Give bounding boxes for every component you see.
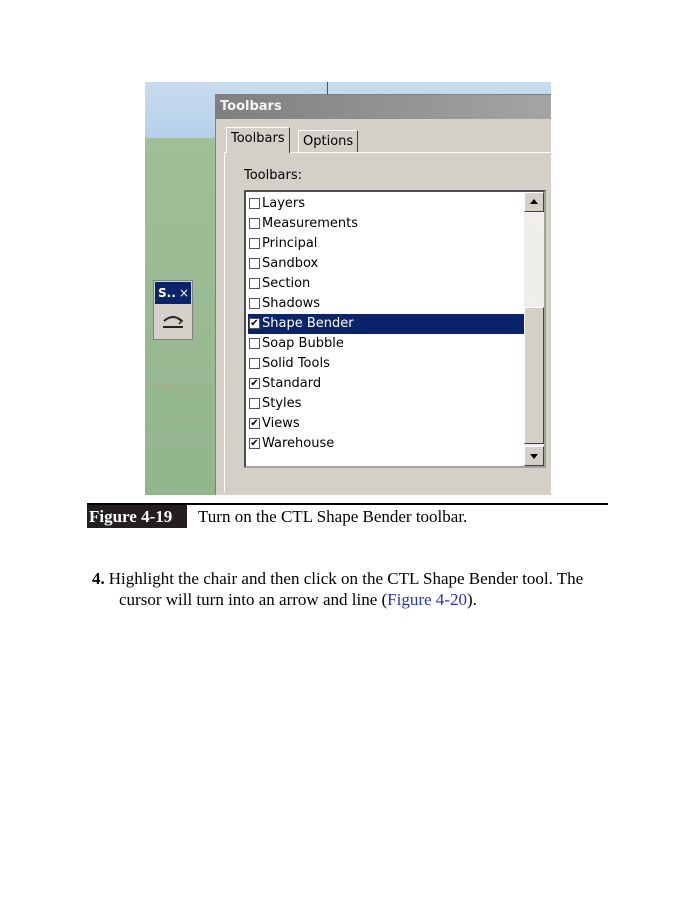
list-item-label: Section — [262, 276, 311, 291]
checkbox[interactable] — [249, 398, 260, 409]
toolbars-listbox[interactable] — [244, 190, 546, 468]
vertical-scrollbar[interactable] — [524, 192, 544, 466]
arrow-up-icon — [530, 199, 538, 204]
scroll-up-button[interactable] — [524, 192, 544, 212]
floating-toolbar-title-text: S.. — [158, 286, 176, 300]
toolbars-list-label: Toolbars: — [244, 168, 302, 183]
list-item-standard[interactable] — [248, 374, 526, 394]
shape-bender-tool-icon[interactable] — [158, 309, 188, 335]
figure-link[interactable]: Figure 4-20 — [387, 590, 467, 609]
list-item-sandbox[interactable] — [248, 254, 526, 274]
list-item-label: Shape Bender — [262, 316, 354, 331]
list-item-label: Standard — [262, 376, 322, 391]
list-item-label: Warehouse — [262, 436, 335, 451]
list-item-warehouse[interactable] — [248, 434, 526, 454]
list-item-label: Layers — [262, 196, 306, 211]
toolbars-dialog — [215, 94, 551, 495]
dialog-title[interactable]: Toolbars — [216, 95, 551, 119]
list-item-label: Shadows — [262, 296, 321, 311]
list-item-views[interactable] — [248, 414, 526, 434]
scroll-down-button[interactable] — [524, 446, 544, 466]
list-item-label: Styles — [262, 396, 302, 411]
shape-bender-floating-toolbar[interactable] — [153, 280, 193, 340]
checkbox[interactable] — [249, 358, 260, 369]
close-icon[interactable]: × — [178, 286, 189, 300]
checkbox[interactable]: ✔ — [250, 418, 259, 429]
step-line-2 — [92, 589, 612, 610]
step-line-2-suffix: ). — [466, 590, 477, 609]
tab-options[interactable]: Options — [298, 130, 358, 152]
checkbox[interactable] — [249, 278, 260, 289]
checkbox[interactable] — [249, 198, 260, 209]
checkbox[interactable]: ✔ — [250, 318, 259, 329]
tab-toolbars[interactable]: Toolbars — [226, 127, 290, 153]
list-item-label: Views — [262, 416, 300, 431]
step-number: 4. — [92, 569, 105, 588]
figure-label: Figure 4-19 — [87, 505, 187, 528]
list-item-label: Sandbox — [262, 256, 319, 271]
list-item-shadows[interactable] — [248, 294, 526, 314]
checkbox[interactable]: ✔ — [250, 438, 259, 449]
list-item-styles[interactable] — [248, 394, 526, 414]
toolbars-screenshot — [145, 82, 551, 495]
checkbox[interactable] — [249, 258, 260, 269]
step-paragraph — [92, 568, 612, 610]
step-line-1: Highlight the chair and then click on the CTL Shape Bender tool. The — [108, 569, 584, 588]
list-item-layers[interactable] — [248, 194, 526, 214]
list-item-solid-tools[interactable] — [248, 354, 526, 374]
checkbox[interactable]: ✔ — [250, 378, 259, 389]
list-item-label: Soap Bubble — [262, 336, 344, 351]
blue-axis-line — [327, 82, 328, 94]
list-item-label: Solid Tools — [262, 356, 330, 371]
list-item-label: Measurements — [262, 216, 359, 231]
step-line-2-prefix: cursor will turn into an arrow and line ( — [119, 590, 388, 609]
arrow-down-icon — [530, 454, 538, 459]
floating-toolbar-title[interactable] — [155, 282, 191, 304]
checkbox[interactable] — [249, 338, 260, 349]
checkbox[interactable] — [249, 298, 260, 309]
checkbox[interactable] — [249, 238, 260, 249]
list-item-soap-bubble[interactable] — [248, 334, 526, 354]
list-item-shape-bender[interactable] — [248, 314, 526, 334]
list-item-measurements[interactable] — [248, 214, 526, 234]
list-item-principal[interactable] — [248, 234, 526, 254]
scroll-thumb[interactable] — [524, 307, 544, 444]
figure-caption: Turn on the CTL Shape Bender toolbar. — [198, 507, 468, 526]
list-item-label: Principal — [262, 236, 318, 251]
list-item-section[interactable] — [248, 274, 526, 294]
checkbox[interactable] — [249, 218, 260, 229]
